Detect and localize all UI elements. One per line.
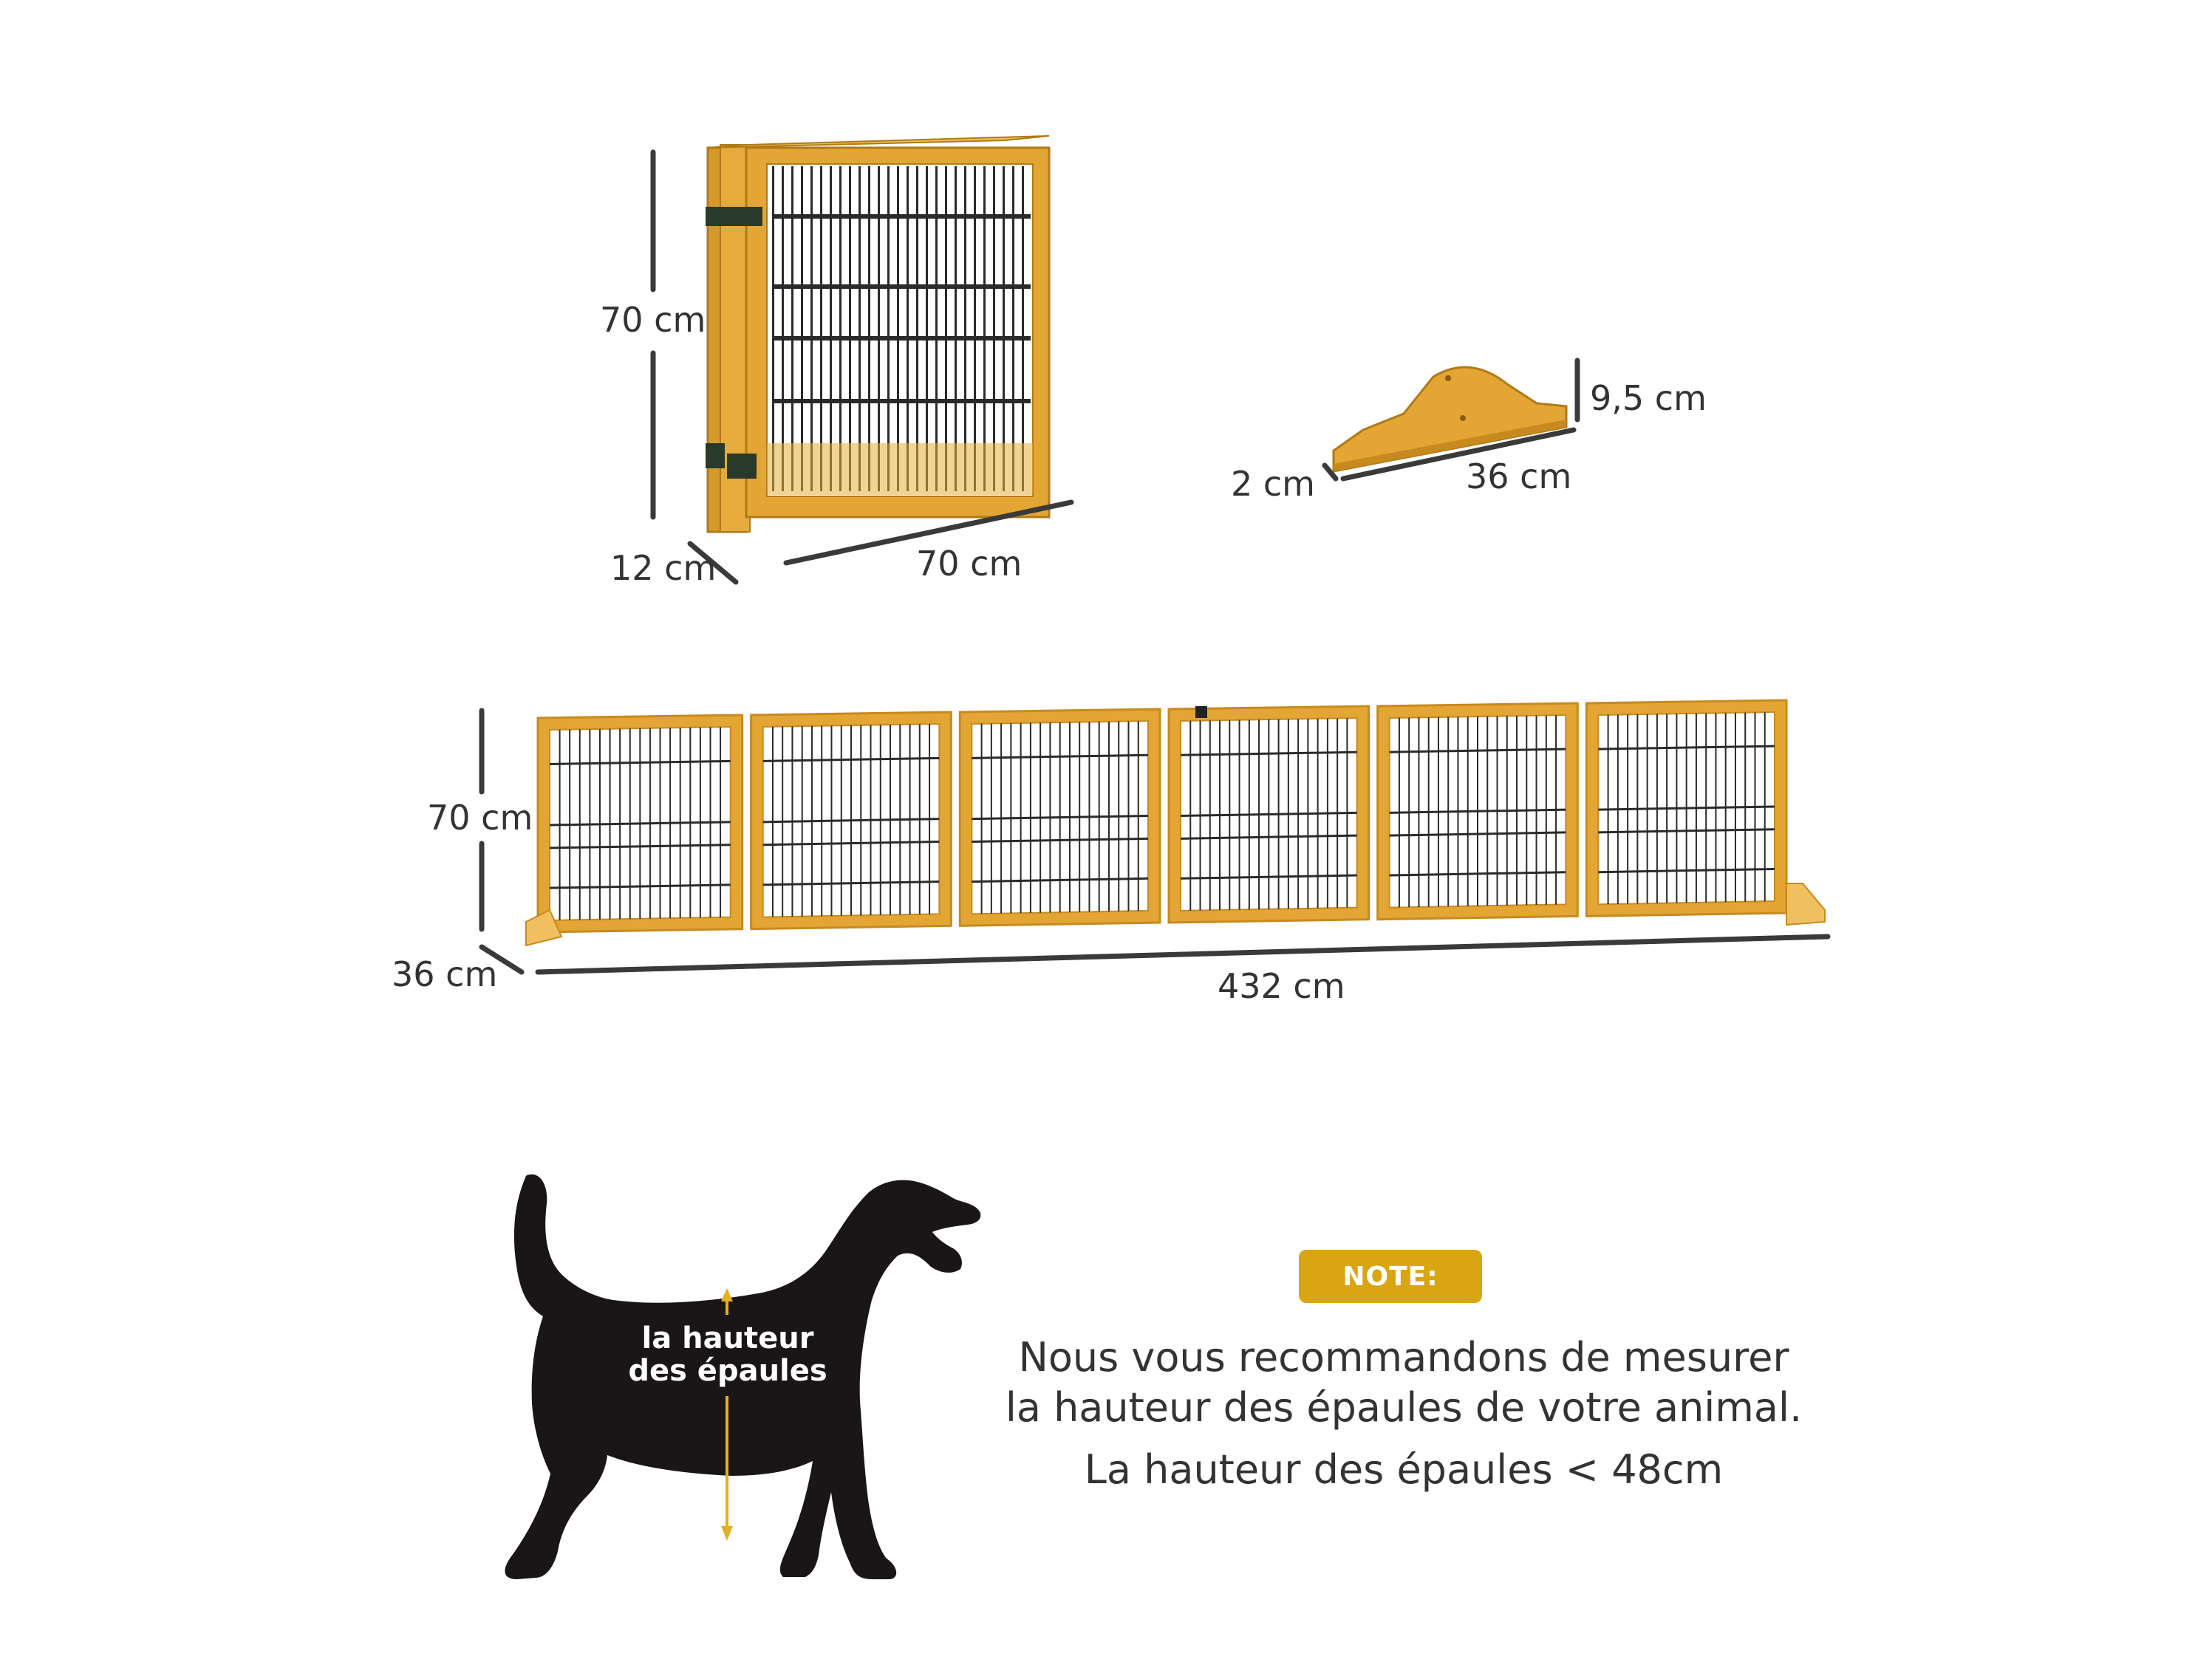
foot-length-label: 36 cm xyxy=(1466,456,1572,496)
note-line-2: la hauteur des épaules de votre animal. xyxy=(1005,1384,1803,1431)
shoulder-label-line2: des épaules xyxy=(628,1354,827,1388)
right-foot xyxy=(1786,883,1825,925)
folded-height-label: 70 cm xyxy=(600,300,706,340)
foot-thickness-label: 2 cm xyxy=(1231,464,1315,504)
folded-depth-label: 12 cm xyxy=(610,548,717,588)
note-line-3: La hauteur des épaules < 48cm xyxy=(1084,1446,1724,1493)
note-line-1: Nous vous recommandons de mesurer xyxy=(1018,1334,1789,1381)
gate-latch xyxy=(1195,706,1207,718)
full-foot-depth-label: 36 cm xyxy=(392,954,498,994)
shoulder-label-line1: la hauteur xyxy=(641,1321,814,1355)
shoulder-height-label xyxy=(606,1322,850,1387)
folded-gate xyxy=(706,136,1049,532)
folded-width-label: 70 cm xyxy=(916,544,1023,584)
full-length-label: 432 cm xyxy=(1218,966,1345,1006)
full-gate xyxy=(526,700,1825,945)
foot-height-label: 9,5 cm xyxy=(1590,378,1707,418)
note-badge: NOTE: xyxy=(1299,1250,1482,1303)
full-height-label: 70 cm xyxy=(427,798,533,838)
